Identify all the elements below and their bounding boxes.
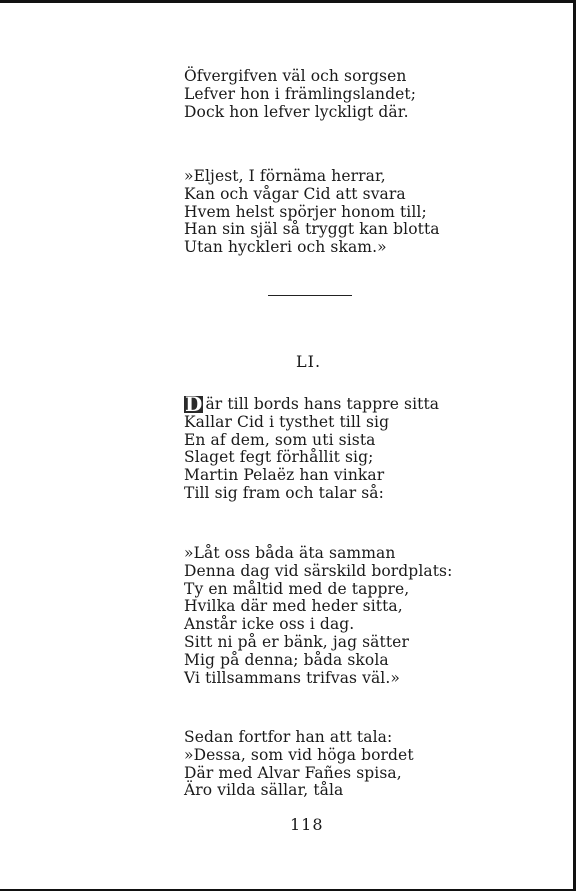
verse-line: Öfvergifven väl och sorgsen [184,67,407,85]
drop-cap-initial: D [185,392,203,416]
verse-line: Vi tillsammans trifvas väl.» [184,668,400,687]
verse-line-rest: är till bords hans tappre sitta [205,395,440,413]
verse-line: En af dem, som uti sista [184,430,376,449]
verse-line: »Eljest, I förnäma herrar, [184,167,386,185]
verse-line: Hvilka där med heder sitta, [184,597,403,616]
verse-line: Denna dag vid särskild bordplats: [184,561,453,580]
verse-line: »Låt oss båda äta samman [184,544,396,562]
verse-line: Sitt ni på er bänk, jag sätter [184,632,409,651]
verse-line: Kallar Cid i tysthet till sig [184,412,390,431]
section-divider [268,295,352,296]
verse-line: Sedan fortfor han att tala: [184,728,393,746]
stanza-3 [184,392,440,503]
verse-line: Till sig fram och talar så: [184,483,384,502]
verse-line: Lefver hon i främlingslandet; [184,84,417,103]
stanza-5 [184,729,414,800]
verse-line-with-initial [184,392,440,416]
chapter-heading: LI. [296,352,322,371]
verse-line: Han sin själ så tryggt kan blotta [184,220,440,239]
verse-line: Där med Alvar Fañes spisa, [184,763,402,782]
verse-line: Ty en måltid med de tappre, [184,579,410,598]
verse-line: Anstår icke oss i dag. [184,615,355,634]
verse-line: Hvem helst spörjer honom till; [184,202,427,221]
verse-line: Äro vilda sällar, tåla [184,781,344,800]
verse-line: Dock hon lefver lyckligt där. [184,102,409,121]
verse-line: Mig på denna; båda skola [184,650,389,669]
stanza-1 [184,68,416,121]
stanza-2 [184,168,440,257]
verse-line: Utan hyckleri och skam.» [184,238,387,257]
scan-border-top [0,0,576,3]
stanza-4 [184,545,452,687]
verse-line: »Dessa, som vid höga bordet [184,745,414,764]
verse-line: Slaget fegt förhållit sig; [184,448,374,467]
page-number: 118 [290,815,324,834]
verse-line: Martin Pelaëz han vinkar [184,466,385,485]
verse-line: Kan och vågar Cid att svara [184,184,406,203]
